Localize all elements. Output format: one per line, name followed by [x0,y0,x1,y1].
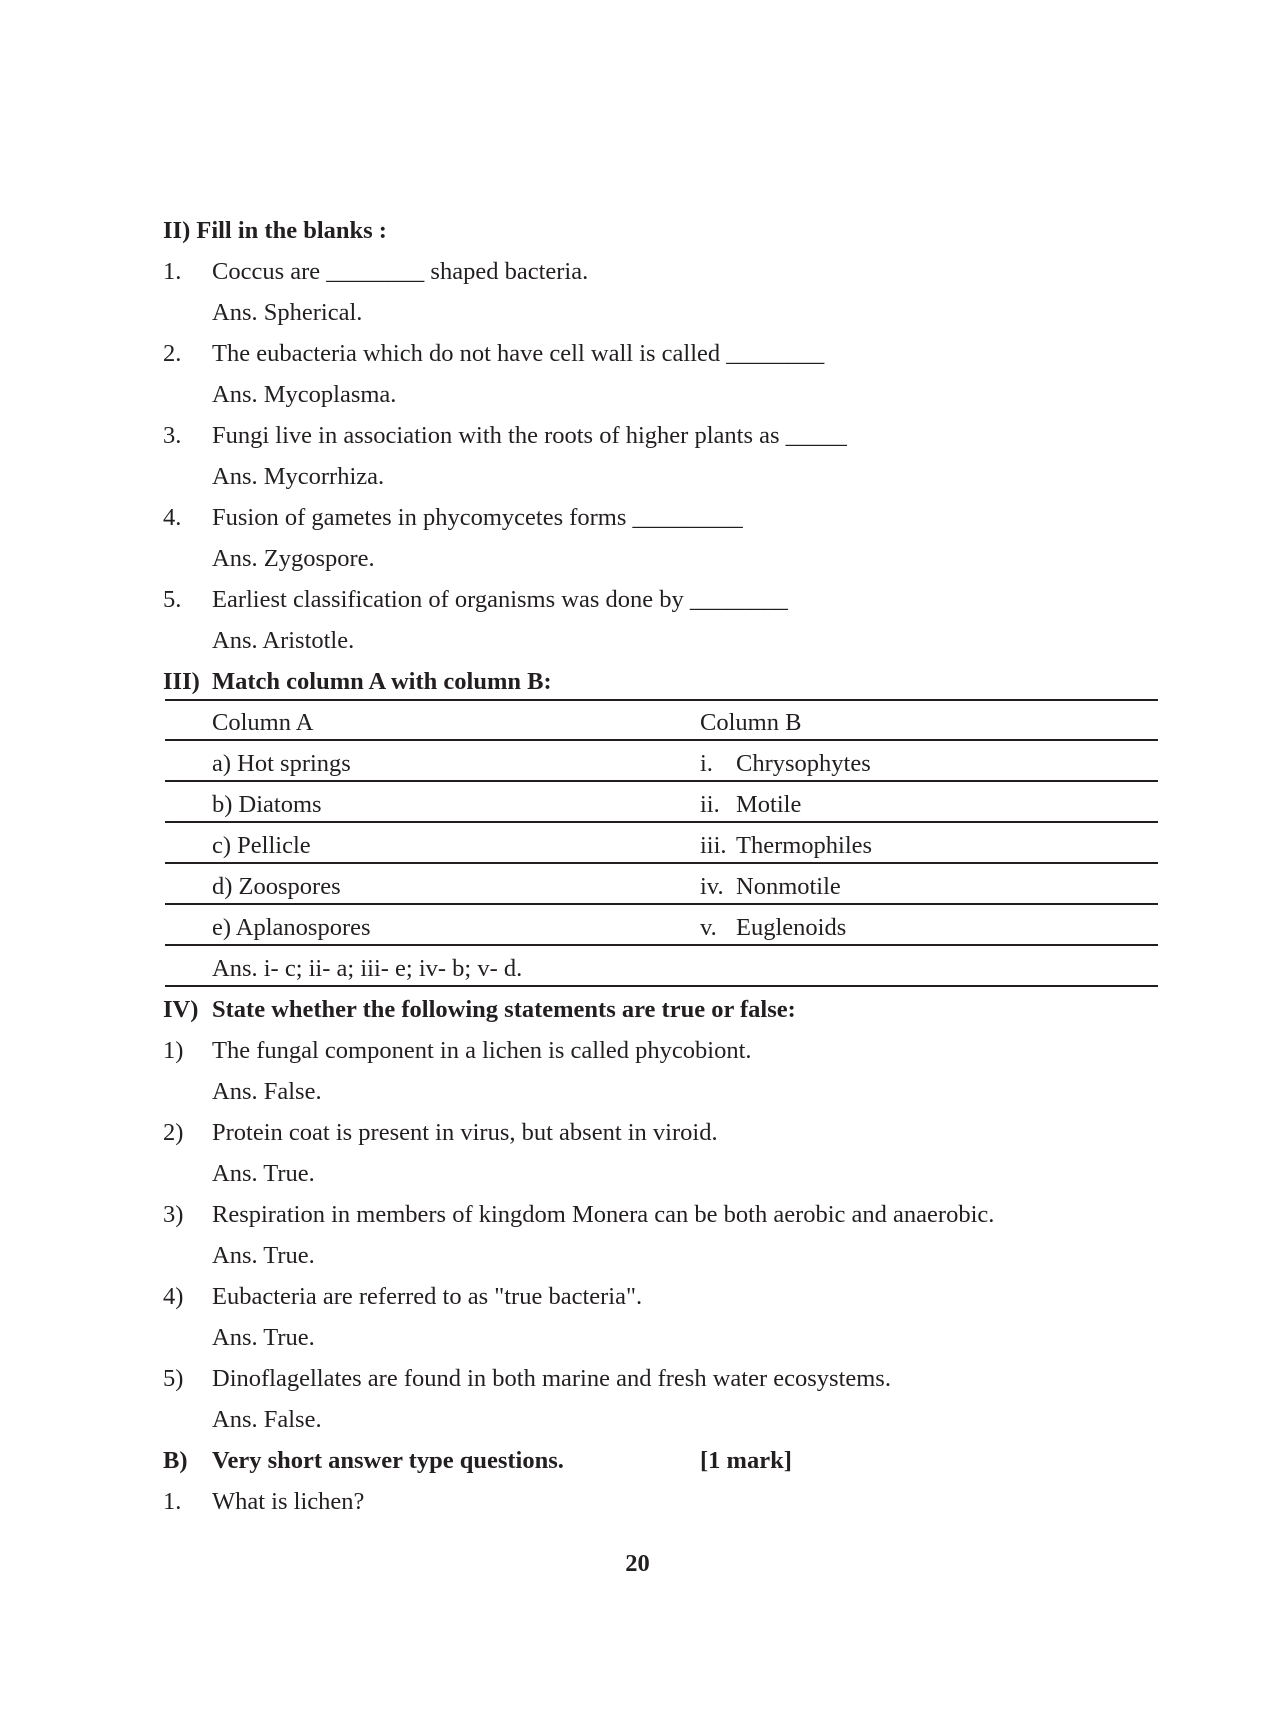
fill-q4-number: 4. [163,504,182,531]
match-b5-number: v. [700,914,717,941]
match-b2-text: Motile [736,791,802,818]
match-row-b5 [700,913,846,943]
match-row-a3: c) Pellicle [212,832,311,859]
match-b1-number: i. [700,750,713,777]
fill-q3-number: 3. [163,422,182,449]
match-row-b4 [700,872,841,902]
table-rule [165,944,1158,946]
match-b2-number: ii. [700,791,720,818]
fill-q4-text: Fusion of gametes in phycomycetes forms _________ [212,504,743,531]
match-b3-number: iii. [700,832,727,859]
tf-q2-text: Protein coat is present in virus, but absent in viroid. [212,1119,718,1146]
true-false-section-number: IV) [163,996,199,1023]
match-row-b2 [700,790,801,820]
tf-q3-text: Respiration in members of kingdom Monera can be both aerobic and anaerobic. [212,1201,995,1228]
fill-q1-answer: Ans. Spherical. [212,299,363,326]
tf-q1-number: 1) [163,1037,184,1064]
tf-q2-answer: Ans. True. [212,1160,315,1187]
page-number: 20 [625,1550,650,1577]
match-b1-text: Chrysophytes [736,750,871,777]
match-heading: Match column A with column B: [212,668,552,695]
table-rule [165,862,1158,864]
match-row-a4: d) Zoospores [212,873,341,900]
tf-q5-text: Dinoflagellates are found in both marine and fresh water ecosystems. [212,1365,891,1392]
fill-q2-number: 2. [163,340,182,367]
fill-q5-text: Earliest classification of organisms was done by ________ [212,586,788,613]
match-row-b1 [700,749,871,779]
fill-q2-answer: Ans. Mycoplasma. [212,381,397,408]
tf-q1-text: The fungal component in a lichen is called phycobiont. [212,1037,752,1064]
table-rule [165,903,1158,905]
tf-q1-answer: Ans. False. [212,1078,322,1105]
match-b4-number: iv. [700,873,724,900]
fill-blanks-heading: II) Fill in the blanks : [163,217,387,244]
sa-q1-number: 1. [163,1488,182,1515]
match-row-a1: a) Hot springs [212,750,351,777]
tf-q4-answer: Ans. True. [212,1324,315,1351]
tf-q5-answer: Ans. False. [212,1406,322,1433]
fill-q4-answer: Ans. Zygospore. [212,545,375,572]
table-rule-bottom [165,985,1158,987]
tf-q5-number: 5) [163,1365,184,1392]
tf-q4-number: 4) [163,1283,184,1310]
table-rule [165,780,1158,782]
fill-q1-number: 1. [163,258,182,285]
match-row-b3 [700,831,872,861]
tf-q4-text: Eubacteria are referred to as "true bacteria". [212,1283,643,1310]
fill-q2-text: The eubacteria which do not have cell wall is called ________ [212,340,825,367]
match-section-number: III) [163,668,200,695]
fill-q1-text: Coccus are ________ shaped bacteria. [212,258,589,285]
column-b-header: Column B [700,709,802,736]
match-row-a2: b) Diatoms [212,791,322,818]
table-rule-top [165,699,1158,701]
fill-q3-text: Fungi live in association with the roots of higher plants as _____ [212,422,847,449]
short-answer-heading: Very short answer type questions. [212,1447,564,1474]
match-b4-text: Nonmotile [736,873,841,900]
tf-q3-answer: Ans. True. [212,1242,315,1269]
table-rule [165,821,1158,823]
fill-q3-answer: Ans. Mycorrhiza. [212,463,385,490]
table-rule [165,739,1158,741]
marks-label: [1 mark] [700,1447,792,1474]
fill-q5-answer: Ans. Aristotle. [212,627,355,654]
short-answer-section-number: B) [163,1447,188,1474]
match-answer: Ans. i- c; ii- a; iii- e; iv- b; v- d. [212,955,523,982]
match-b3-text: Thermophiles [736,832,873,859]
sa-q1-text: What is lichen? [212,1488,365,1515]
match-row-a5: e) Aplanospores [212,914,371,941]
true-false-heading: State whether the following statements are true or false: [212,996,796,1023]
tf-q2-number: 2) [163,1119,184,1146]
tf-q3-number: 3) [163,1201,184,1228]
match-b5-text: Euglenoids [736,914,847,941]
column-a-header: Column A [212,709,314,736]
fill-q5-number: 5. [163,586,182,613]
